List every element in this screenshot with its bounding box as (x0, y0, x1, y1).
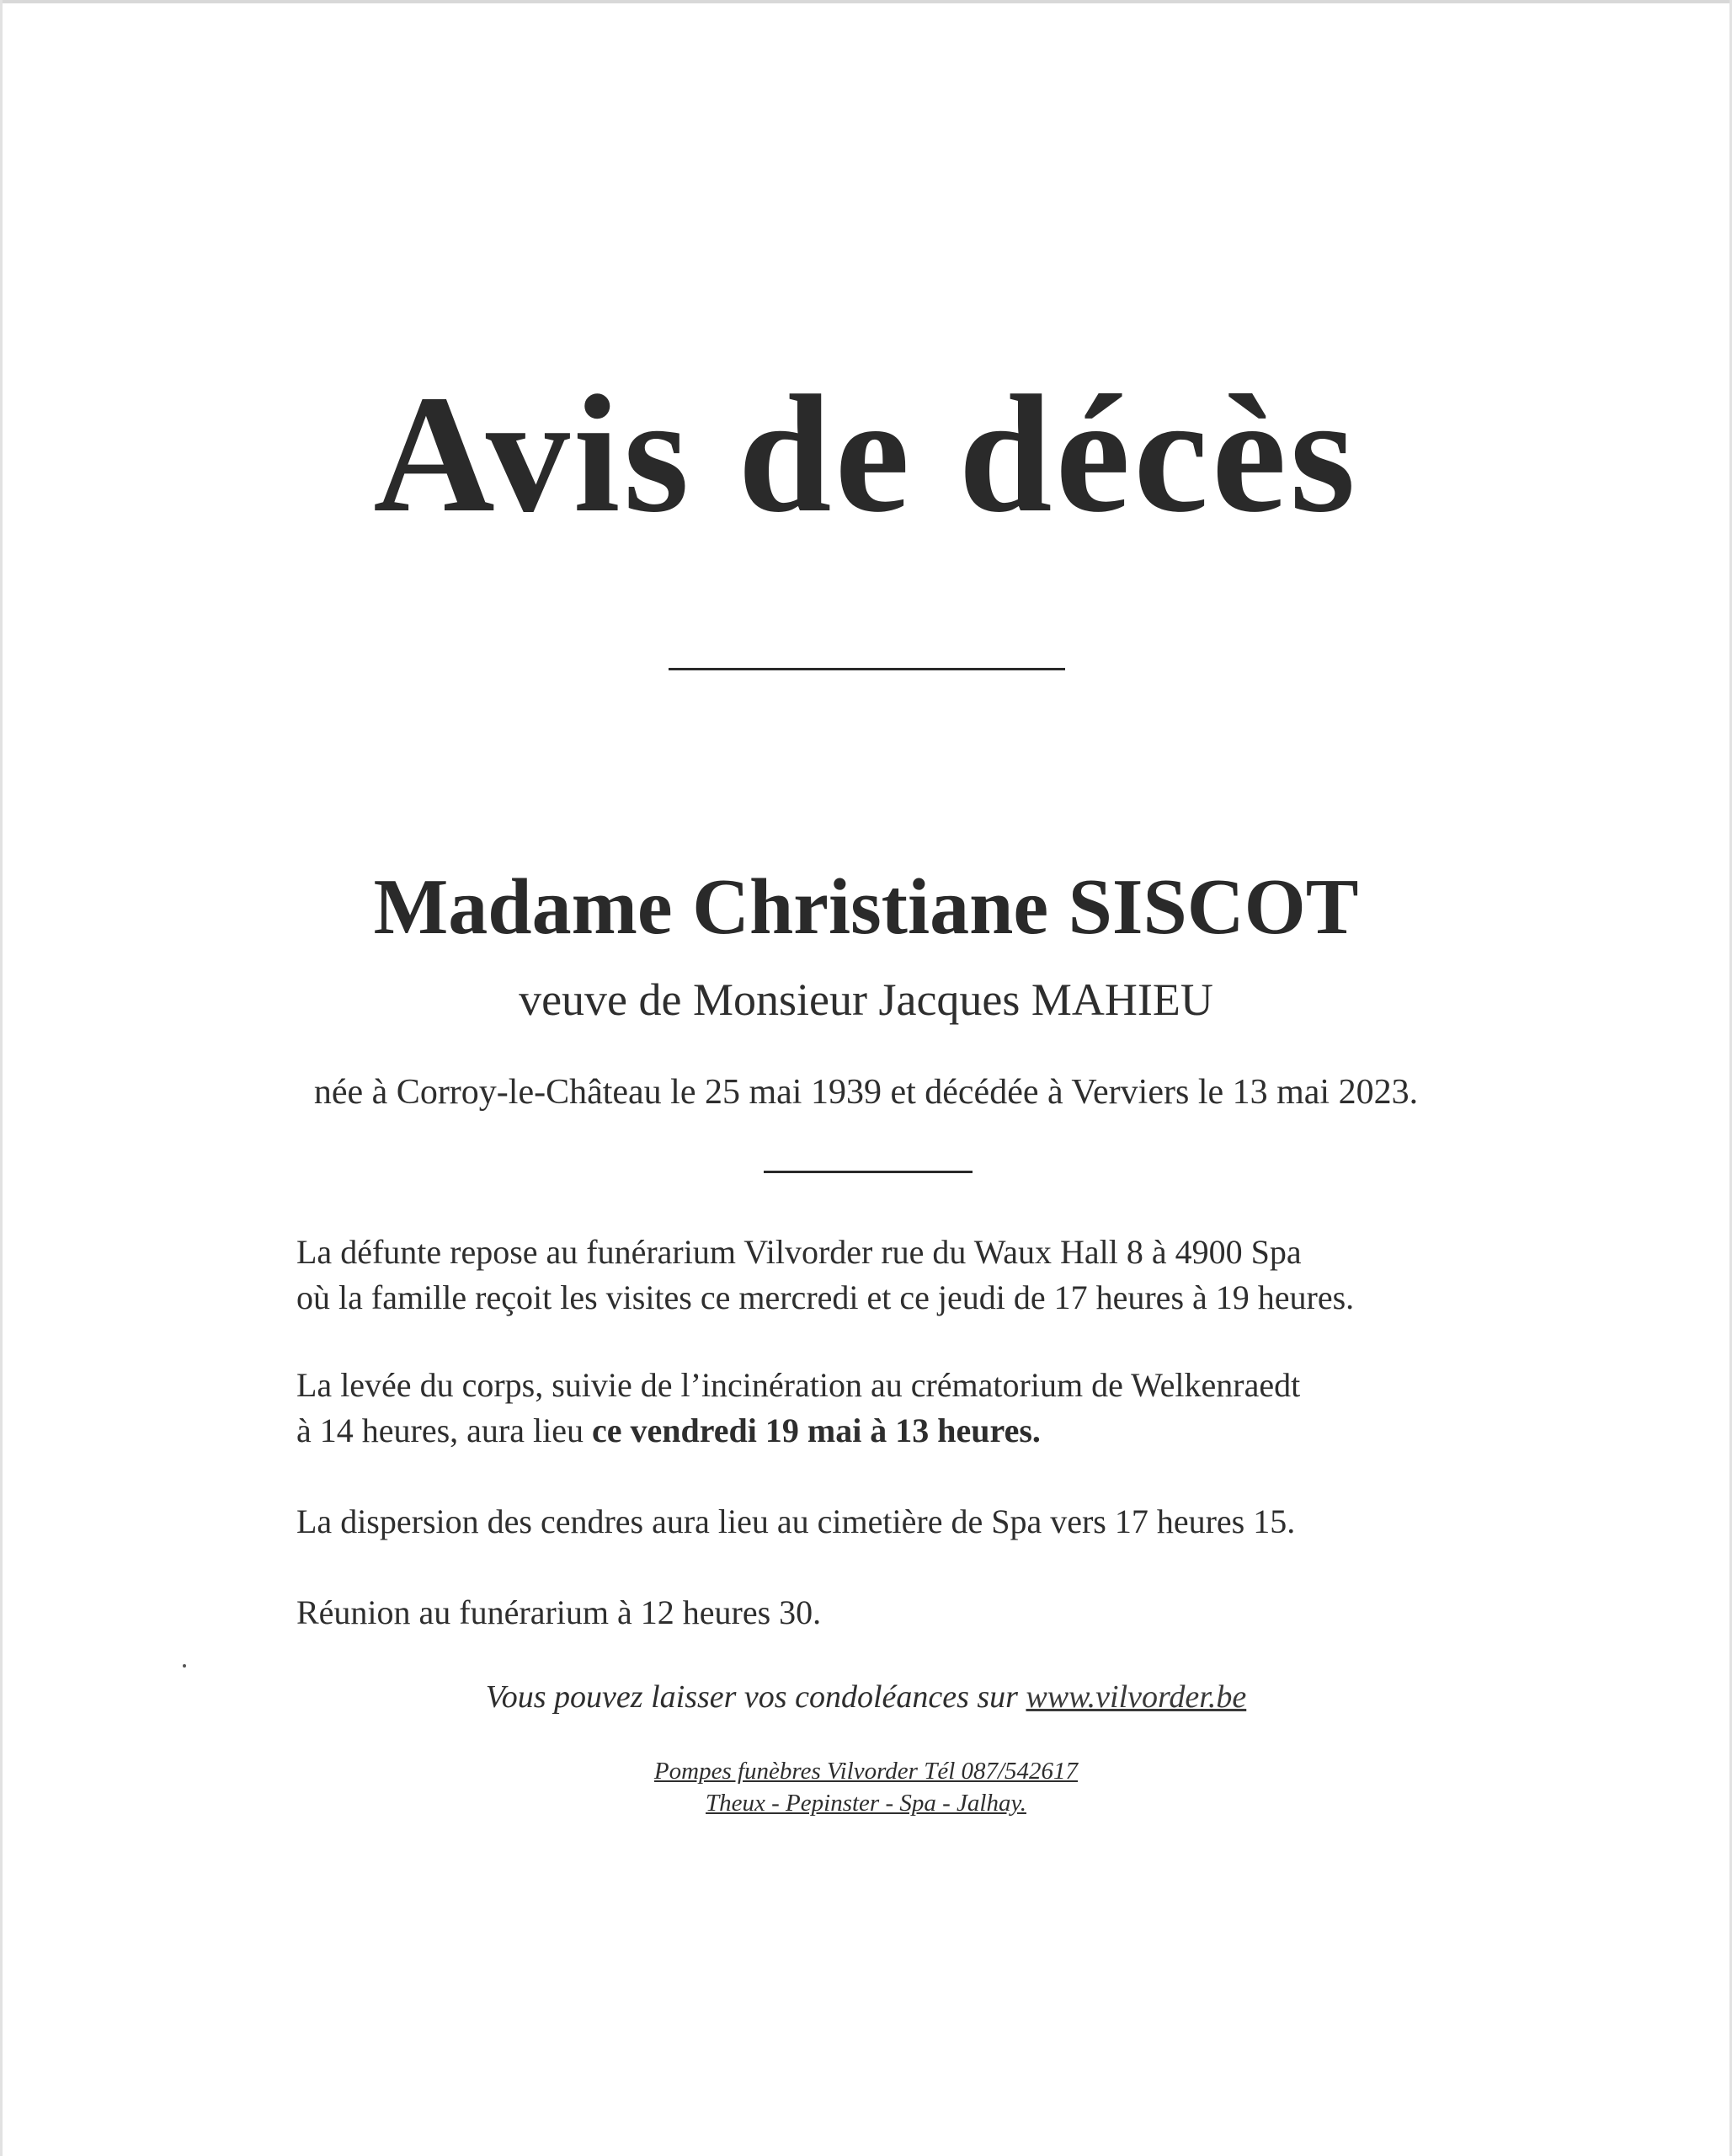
ceremony-line-1: La levée du corps, suivie de l’incinération au crématorium de Welkenraedt (296, 1366, 1301, 1404)
deceased-name: Madame Christiane SISCOT (373, 863, 1359, 951)
title-divider (669, 668, 1065, 670)
spouse-line: veuve de Monsieur Jacques MAHIEU (519, 974, 1213, 1025)
reunion-paragraph (296, 1590, 1559, 1636)
funeral-home-footer (0, 1755, 1732, 1819)
birth-death-dates: née à Corroy-le-Château le 25 mai 1939 et décédée à Verviers le 13 mai 2023. (313, 1073, 1419, 1112)
visitation-paragraph (296, 1230, 1559, 1321)
ceremony-line-2 (296, 1408, 1559, 1454)
ceremony-date-bold: ce vendredi 19 mai à 13 heures. (591, 1412, 1041, 1449)
scan-border-top (0, 0, 1732, 3)
condolences-text: Vous pouvez laisser vos condoléances sur (485, 1679, 1026, 1715)
notice-title: Avis de décès (373, 361, 1359, 547)
section-divider (764, 1171, 973, 1173)
ashes-paragraph (296, 1499, 1559, 1545)
scan-speck (183, 1664, 186, 1668)
visitation-line-2: où la famille reçoit les visites ce mercredi et ce jeudi de 17 heures à 19 heures. (296, 1278, 1355, 1316)
footer-line-2: Theux - Pepinster - Spa - Jalhay. (706, 1790, 1026, 1817)
reunion-line: Réunion au funérarium à 12 heures 30. (296, 1593, 822, 1631)
visitation-line-1: La défunte repose au funérarium Vilvorder rue du Waux Hall 8 à 4900 Spa (296, 1233, 1302, 1271)
condolences-link[interactable]: www.vilvorder.be (1026, 1679, 1247, 1715)
ceremony-paragraph (296, 1363, 1559, 1454)
ashes-line: La dispersion des cendres aura lieu au cimetière de Spa vers 17 heures 15. (296, 1502, 1296, 1540)
ceremony-time-intro: à 14 heures, aura lieu (296, 1412, 592, 1449)
condolences-line (0, 1681, 1732, 1713)
footer-line-1: Pompes funèbres Vilvorder Tél 087/542617 (653, 1758, 1079, 1785)
